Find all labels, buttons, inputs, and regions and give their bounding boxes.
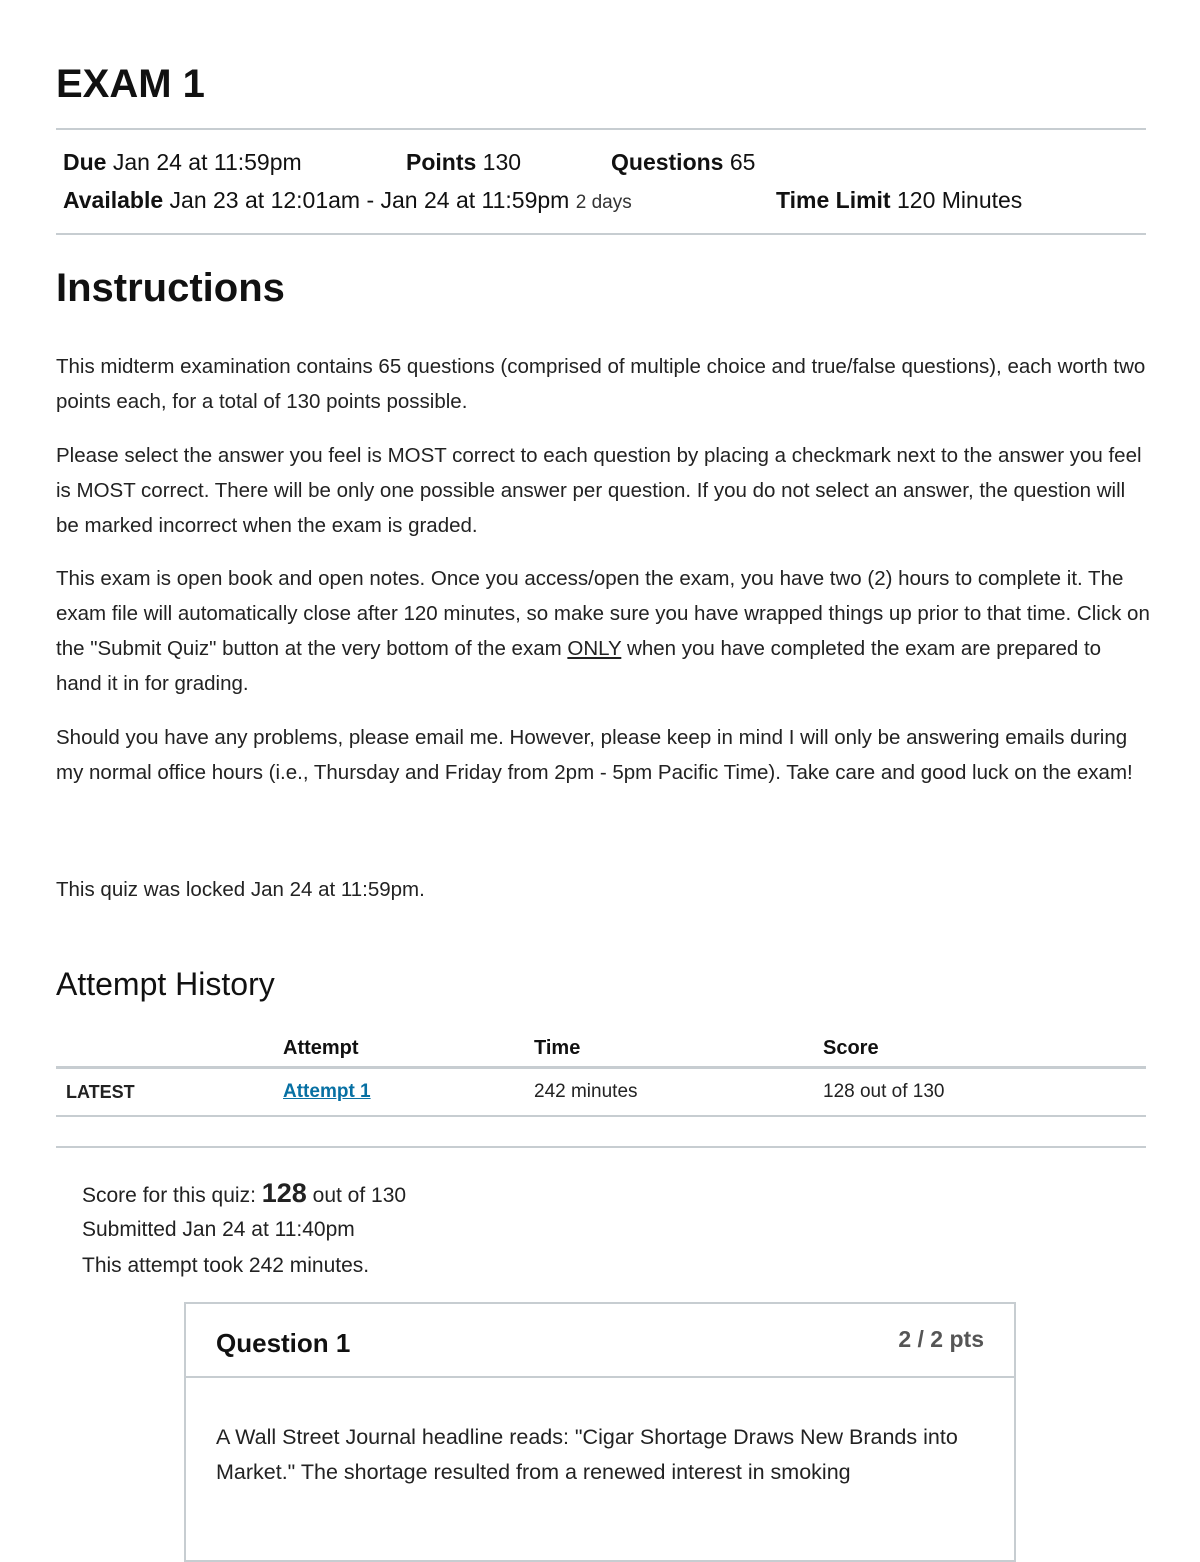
due-label: Due (63, 149, 107, 175)
question-title: Question 1 (216, 1328, 351, 1358)
quiz-score (82, 1178, 406, 1209)
emphasis-only: ONLY (567, 637, 622, 660)
divider (56, 233, 1146, 235)
table-row (56, 1068, 1146, 1117)
attempt-link[interactable]: Attempt 1 (283, 1081, 371, 1102)
available-label: Available (63, 187, 164, 213)
instructions-paragraph: Should you have any problems, please email me. However, please keep in mind I will only be answering emails during my normal office hours (i.e., Thursday and Friday from 2pm - 5pm Pacific Time). Take care and good luck on the exam! (56, 726, 1133, 784)
points-label: Points (406, 149, 477, 175)
divider (56, 1146, 1146, 1148)
time-limit-meta (776, 187, 1022, 214)
instructions-text: when you have completed the exam are prepared to hand it in for grading. (56, 637, 1102, 695)
column-header: Attempt (273, 1030, 524, 1068)
score-cell: 128 out of 130 (813, 1068, 1146, 1117)
time-limit-label: Time Limit (776, 187, 891, 213)
exam-meta-row-2 (63, 187, 632, 214)
divider (56, 128, 1146, 130)
attempt-history-heading: Attempt History (56, 966, 275, 1002)
time-limit-value: 120 Minutes (897, 187, 1023, 213)
points-meta (406, 149, 521, 176)
quiz-locked-notice: This quiz was locked Jan 24 at 11:59pm. (56, 878, 425, 901)
available-duration: 2 days (575, 192, 632, 213)
attempt-history-table (56, 1030, 1146, 1117)
questions-meta (611, 149, 755, 176)
score-prefix: Score for this quiz: (82, 1184, 262, 1207)
question-text: A Wall Street Journal headline reads: "Cigar Shortage Draws New Brands into Market." The shortage resulted from a renewed interest in smoking (216, 1425, 958, 1484)
instructions-paragraph: Please select the answer you feel is MOST correct to each question by placing a checkmark next to the answer you feel is MOST correct. There will be only one possible answer per question. If you do not select an answer, the question will be marked incorrect when the exam is graded. (56, 444, 1142, 537)
available-value: Jan 23 at 12:01am - Jan 24 at 11:59pm (169, 187, 570, 213)
submitted-time: Submitted Jan 24 at 11:40pm (82, 1218, 355, 1241)
latest-label: LATEST (56, 1068, 273, 1117)
score-value: 128 (261, 1178, 307, 1208)
score-suffix: out of 130 (306, 1184, 407, 1207)
column-header: Time (524, 1030, 813, 1068)
time-cell: 242 minutes (524, 1068, 813, 1117)
page-title: EXAM 1 (56, 62, 205, 106)
instructions-paragraph (56, 561, 1151, 701)
column-header (56, 1030, 273, 1068)
question-header (186, 1304, 1014, 1378)
questions-label: Questions (611, 149, 724, 175)
questions-value: 65 (729, 149, 756, 175)
question-card (184, 1302, 1016, 1562)
column-header: Score (813, 1030, 1146, 1068)
instructions-paragraph: This midterm examination contains 65 questions (comprised of multiple choice and true/false questions), each worth two points each, for a total of 130 points possible. (56, 355, 1146, 413)
table-header-row (56, 1030, 1146, 1068)
points-value: 130 (482, 149, 522, 175)
attempt-duration: This attempt took 242 minutes. (82, 1254, 370, 1277)
due-value: Jan 24 at 11:59pm (112, 149, 302, 175)
instructions-text: This exam is open book and open notes. Once you access/open the exam, you have two (2) hours to complete it. The exam file will automatically close after 120 minutes, so make sure you have wrapped things up prior to that time. Click on the "Submit Quiz" button at the very bottom of the exam (56, 567, 1150, 660)
instructions-heading: Instructions (56, 266, 285, 310)
attempt-cell (273, 1068, 524, 1117)
question-points: 2 / 2 pts (898, 1326, 984, 1352)
exam-meta-row-1 (63, 149, 302, 176)
